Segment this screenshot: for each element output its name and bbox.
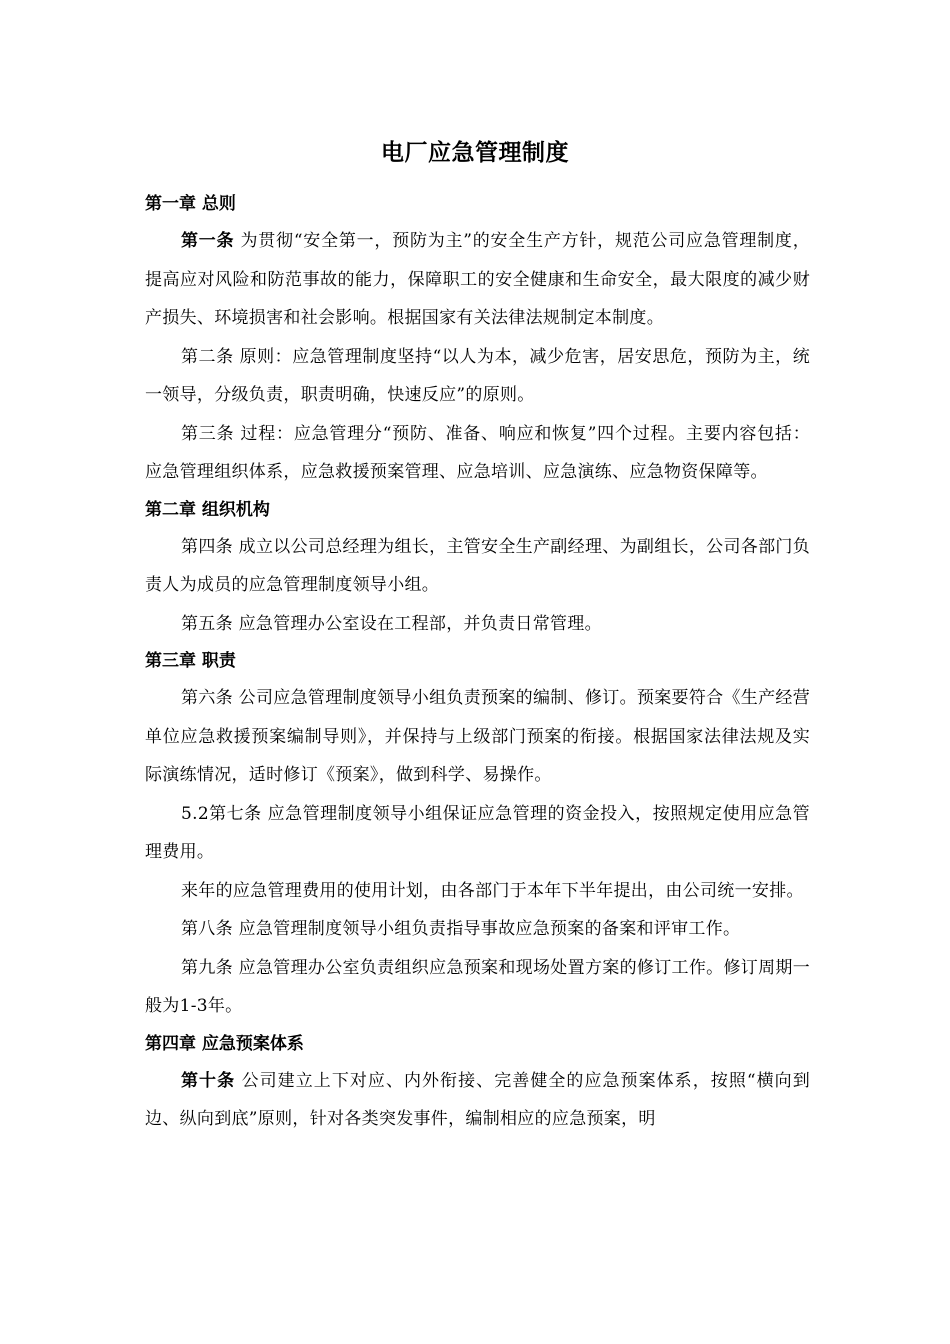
article-number: 第六条 bbox=[181, 688, 233, 708]
article-text: 原则：应急管理制度坚持“以人为本，减少危害，居安思危，预防为主，统一领导，分级负责，职责明确，快速反应”的原则。 bbox=[145, 346, 810, 405]
document-body bbox=[145, 186, 810, 1139]
article-text: 公司建立上下对应、内外衔接、完善健全的应急预案体系，按照“横向到边、纵向到底”原则，针对各类突发事件，编制相应的应急预案，明 bbox=[145, 1070, 810, 1129]
article-paragraph bbox=[145, 679, 810, 795]
article-paragraph bbox=[145, 338, 810, 415]
article-paragraph bbox=[145, 528, 810, 605]
article-paragraph bbox=[145, 222, 810, 338]
article-paragraph bbox=[145, 872, 810, 911]
article-number: 第十条 bbox=[181, 1070, 236, 1091]
article-paragraph bbox=[145, 795, 810, 872]
article-number: 第八条 bbox=[181, 919, 233, 939]
article-text: 公司应急管理制度领导小组负责预案的编制、修订。预案要符合《生产经营单位应急救援预案编制导则》，并保持与上级部门预案的衔接。根据国家法律法规及实际演练情况，适时修订《预案》，做到科学、易操作。 bbox=[145, 688, 810, 785]
article-paragraph bbox=[145, 415, 810, 492]
article-number: 第二条 bbox=[181, 346, 234, 367]
article-paragraph bbox=[145, 605, 810, 644]
article-number: 第九条 bbox=[181, 957, 233, 978]
article-number: 第四条 bbox=[181, 536, 233, 557]
chapter-heading: 第三章 职责 bbox=[145, 651, 236, 671]
article-text: 应急管理制度领导小组负责指导事故应急预案的备案和评审工作。 bbox=[232, 919, 741, 939]
article-text: 来年的应急管理费用的使用计划，由各部门于本年下半年提出，由公司统一安排。 bbox=[181, 880, 804, 901]
chapter-heading: 第一章 总则 bbox=[145, 194, 236, 214]
article-text: 应急管理办公室负责组织应急预案和现场处置方案的修订工作。修订周期一般为1-3年。 bbox=[145, 957, 810, 1016]
article-paragraph bbox=[145, 949, 810, 1026]
article-number: 第一条 bbox=[181, 231, 235, 251]
article-text: 成立以公司总经理为组长，主管安全生产副经理、为副组长，公司各部门负责人为成员的应急管理制度领导小组。 bbox=[145, 536, 810, 595]
article-text: 应急管理制度领导小组保证应急管理的资金投入，按照规定使用应急管理费用。 bbox=[145, 803, 810, 862]
article-paragraph bbox=[145, 910, 810, 949]
article-number: 第五条 bbox=[181, 613, 233, 634]
chapter-heading: 第四章 应急预案体系 bbox=[145, 1033, 304, 1054]
article-paragraph bbox=[145, 1062, 810, 1139]
article-number: 第三条 bbox=[181, 423, 235, 444]
article-text: 应急管理办公室设在工程部，并负责日常管理。 bbox=[232, 613, 602, 634]
document-title: 电厂应急管理制度 bbox=[381, 140, 569, 166]
article-number: 5.2第七条 bbox=[181, 803, 262, 824]
chapter-heading: 第二章 组织机构 bbox=[145, 499, 270, 520]
article-text: 过程：应急管理分“预防、准备、响应和恢复”四个过程。主要内容包括：应急管理组织体系，应急救援预案管理、应急培训、应急演练、应急物资保障等。 bbox=[145, 423, 810, 482]
article-text: 为贯彻“安全第一，预防为主”的安全生产方针，规范公司应急管理制度，提高应对风险和防范事故的能力，保障职工的安全健康和生命安全，最大限度的减少财产损失、环境损害和社会影响。根据国家有关法律法规制定本制度。 bbox=[145, 231, 810, 328]
